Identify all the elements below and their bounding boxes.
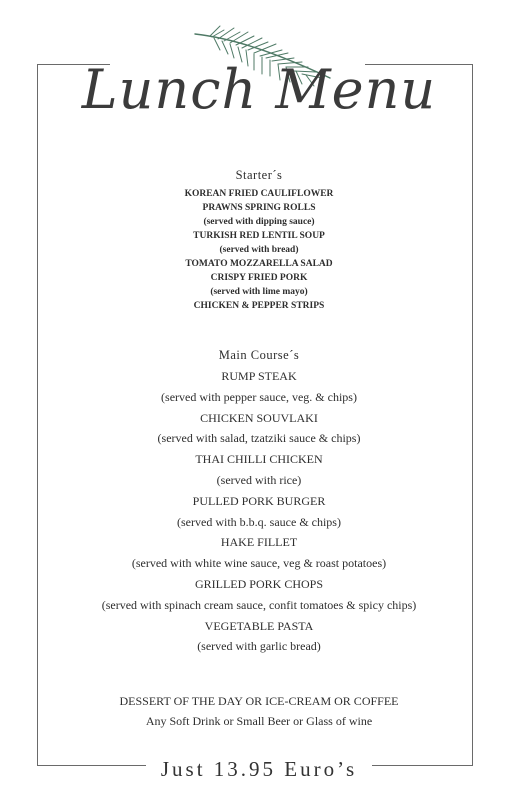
mains-heading: Main Course´s	[218, 348, 300, 362]
list-item: CHICKEN & PEPPER STRIPS	[193, 301, 325, 311]
drink-line: Any Soft Drink or Small Beer or Glass of wine	[145, 714, 373, 728]
list-item: (served with rice)	[216, 472, 302, 487]
list-item: RUMP STEAK	[221, 369, 297, 383]
starters-heading: Starter´s	[235, 168, 283, 182]
list-item: PULLED PORK BURGER	[192, 493, 326, 508]
page-title: Lunch Menu	[81, 58, 437, 121]
list-item: (served with dipping sauce)	[203, 217, 315, 227]
list-item: PRAWNS SPRING ROLLS	[202, 203, 316, 213]
list-item: (served with salad, tzatziki sauce & chips)	[157, 431, 361, 446]
list-item: VEGETABLE PASTA	[204, 618, 314, 633]
list-item: GRILLED PORK CHOPS	[194, 576, 323, 591]
mains-list	[0, 366, 518, 657]
list-item: TOMATO MOZZARELLA SALAD	[185, 259, 333, 269]
starters-list	[0, 187, 518, 313]
list-item: (served with lime mayo)	[210, 287, 308, 297]
list-item: CHICKEN SOUVLAKI	[200, 410, 318, 425]
dessert-section	[0, 691, 518, 731]
list-item: KOREAN FRIED CAULIFLOWER	[184, 189, 334, 199]
list-item: (served with pepper sauce, veg. & chips)	[161, 389, 357, 404]
dessert-line: DESSERT OF THE DAY OR ICE-CREAM OR COFFEE	[119, 694, 399, 708]
list-item: (served with b.b.q. sauce & chips)	[177, 514, 341, 529]
list-item: (served with spinach cream sauce, confit tomatoes & spicy chips)	[101, 597, 417, 612]
list-item: HAKE FILLET	[220, 535, 298, 550]
list-item: (served with garlic bread)	[197, 639, 321, 654]
list-item: THAI CHILLI CHICKEN	[195, 452, 323, 467]
price-label: Just 13.95 Euro’s	[160, 757, 358, 781]
list-item: (served with bread)	[219, 245, 299, 255]
list-item: TURKISH RED LENTIL SOUP	[193, 231, 325, 241]
list-item: CRISPY FRIED PORK	[210, 273, 308, 283]
list-item: (served with white wine sauce, veg & roast potatoes)	[131, 556, 387, 571]
